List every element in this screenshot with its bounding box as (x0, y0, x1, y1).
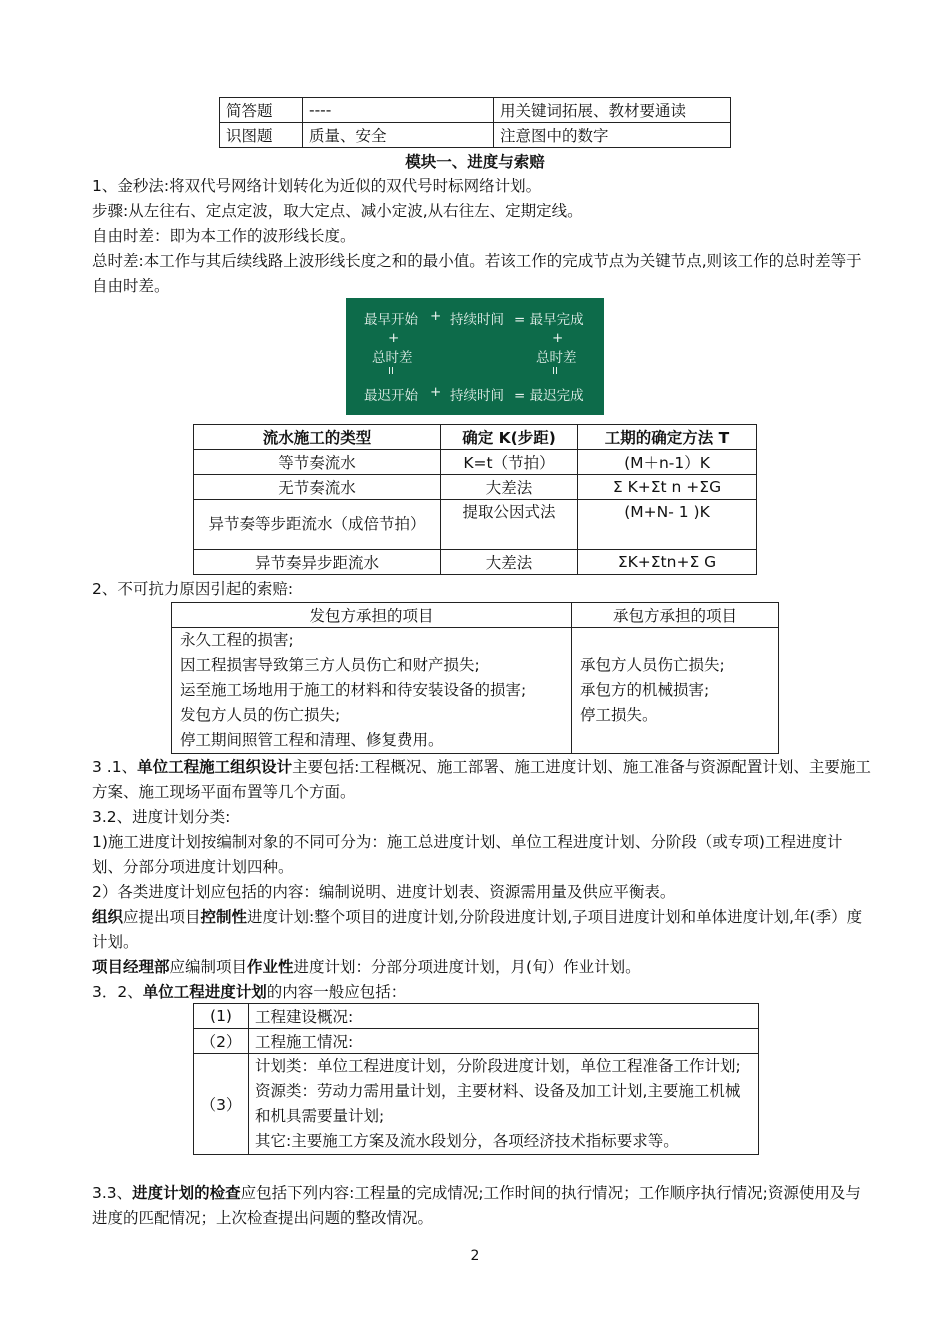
text-run-bold: 组织 (92, 908, 124, 926)
table-cell: 用关键词拓展、教材要通读 (494, 98, 731, 123)
paragraph: 1)施工进度计划按编制对象的不同可分为：施工总进度计划、单位工程进度计划、分阶段（或专项)工程进度计划、分部分项进度计划四种。 (92, 833, 843, 876)
text-run-bold: 单位工程进度计划 (142, 983, 267, 1001)
formula-text: 最早开始 (364, 312, 418, 328)
text-run: 应编制项目 (169, 958, 248, 976)
paragraph (92, 955, 872, 980)
text-run-bold: 进度计划的检查 (132, 1184, 241, 1202)
text-run: 进度计划:整个项目的进度计划,分阶段进度计划,子项目进度计划和单体进度计划,年(季）度计划。 (92, 908, 863, 951)
formula-text: 总时差 (536, 350, 577, 366)
list-item: 停工损失。 (580, 706, 658, 724)
table-cell: 大差法 (441, 550, 578, 575)
list-item: 资源类：劳动力需用量计划，主要材料、设备及加工计划,主要施工机械和机具需要量计划; (255, 1082, 741, 1125)
formula-text: + (552, 330, 564, 346)
table-header: 工期的确定方法 T (578, 425, 757, 450)
text-run: 应包括下列内容:工程量的完成情况;工作时间的执行情况；工作顺序执行情况;资源使用及与进度的匹配情况；上次检查提出问题的整改情况。 (92, 1184, 861, 1227)
table-cell: 异节奏异步距流水 (194, 550, 441, 575)
table-cell (249, 1054, 759, 1155)
table-cell: ---- (303, 98, 494, 123)
table-cell: 等节奏流水 (194, 450, 441, 475)
module-title: 模块一、进度与索赔 (405, 153, 545, 171)
time-parameter-formula-figure (346, 298, 604, 415)
text-run: 3 .1、 (92, 758, 138, 776)
table-cell: K=t（节拍） (441, 450, 578, 475)
paragraph: 2、不可抗力原因引起的索赔: (92, 580, 294, 598)
text-run-bold: 单位工程施工组织设计 (137, 758, 293, 776)
formula-text: = 最早完成 (514, 312, 584, 328)
top-table (219, 97, 731, 148)
text-run-bold: 控制性 (200, 908, 248, 926)
table-cell: 简答题 (220, 98, 303, 123)
table-header: 确定 K(步距) (441, 425, 578, 450)
formula-text: 持续时间 (450, 388, 504, 404)
table-cell: (M+N- 1 )K (578, 500, 757, 550)
claim-table (171, 602, 779, 754)
text-run-bold: 项目经理部 (92, 958, 170, 976)
formula-text: 最迟开始 (364, 388, 418, 404)
paragraph (92, 755, 872, 805)
formula-text: II (552, 366, 558, 377)
paragraph: 总时差:本工作与其后续线路上波形线长度之和的最小值。若该工作的完成节点为关键节点,则该工作的总时差等于自由时差。 (92, 252, 862, 295)
table-cell: 无节奏流水 (194, 475, 441, 500)
table-cell: 大差法 (441, 475, 578, 500)
text-run: 主要包括:工程概况、施工部署、施工进度计划、施工准备与资源配置计划、主要施工方案、施工现场平面布置等几个方面。 (92, 758, 871, 801)
text-run: 应提出项目 (123, 908, 201, 926)
table-cell: Σ K+Σt n +ΣG (578, 475, 757, 500)
formula-text: = 最迟完成 (514, 388, 584, 404)
list-item: 发包方人员的伤亡损失; (180, 706, 341, 724)
formula-text: + (430, 384, 442, 400)
paragraph (92, 980, 872, 1005)
formula-text: II (388, 366, 394, 377)
table-header: 承包方承担的项目 (572, 603, 779, 628)
list-item: 运至施工场地用于施工的材料和待安装设备的损害; (180, 681, 527, 699)
table-cell: 质量、安全 (303, 123, 494, 148)
table-cell: 工程施工情况: (249, 1029, 759, 1054)
table-cell: (M＋n-1）K (578, 450, 757, 475)
list-item: 停工期间照管工程和清理、修复费用。 (180, 731, 444, 749)
list-item: 因工程损害导致第三方人员伤亡和财产损失; (180, 656, 480, 674)
table-header: 流水施工的类型 (194, 425, 441, 450)
table-cell: 异节奏等步距流水（成倍节拍） (194, 500, 441, 550)
table-cell: (1) (194, 1004, 249, 1029)
table-cell (172, 628, 572, 754)
table-cell: 识图题 (220, 123, 303, 148)
table-cell: （2） (194, 1029, 249, 1054)
paragraph: 3.2、进度计划分类: (92, 808, 231, 826)
list-item: 计划类：单位工程进度计划，分阶段进度计划，单位工程准备工作计划; (255, 1057, 741, 1075)
text-run-bold: 作业性 (247, 958, 294, 976)
list-item: 永久工程的损害; (180, 631, 294, 649)
table-cell: 工程建设概况: (249, 1004, 759, 1029)
table-cell: 提取公因式法 (441, 500, 578, 550)
table-cell: ΣK+Σtn+Σ G (578, 550, 757, 575)
paragraph: 自由时差：即为本工作的波形线长度。 (92, 227, 356, 245)
paragraph (92, 905, 872, 955)
paragraph: 步骤:从左往右、定点定波，取大定点、减小定波,从右往左、定期定线。 (92, 202, 583, 220)
table-cell (572, 628, 779, 754)
plan-content-table (193, 1003, 759, 1155)
list-item: 其它:主要施工方案及流水段划分，各项经济技术指标要求等。 (255, 1132, 679, 1150)
paragraph: 1、金秒法:将双代号网络计划转化为近似的双代号时标网络计划。 (92, 177, 542, 195)
formula-text: 总时差 (372, 350, 413, 366)
page-number: 2 (470, 1248, 480, 1264)
paragraph: 2）各类进度计划应包括的内容：编制说明、进度计划表、资源需用量及供应平衡表。 (92, 883, 676, 901)
table-cell: （3） (194, 1054, 249, 1155)
list-item: 承包方人员伤亡损失; (580, 656, 725, 674)
formula-text: + (388, 330, 400, 346)
paragraph (92, 1181, 864, 1231)
formula-text: 持续时间 (450, 312, 504, 328)
text-run: 的内容一般应包括： (266, 983, 407, 1001)
flow-construction-table (193, 424, 757, 575)
formula-text: + (430, 308, 442, 324)
table-cell: 注意图中的数字 (494, 123, 731, 148)
text-run: 进度计划：分部分项进度计划，月(旬）作业计划。 (293, 958, 641, 976)
list-item: 承包方的机械损害; (580, 681, 710, 699)
text-run: 3.3、 (92, 1184, 133, 1202)
table-header: 发包方承担的项目 (172, 603, 572, 628)
text-run: 3．2、 (92, 983, 143, 1001)
